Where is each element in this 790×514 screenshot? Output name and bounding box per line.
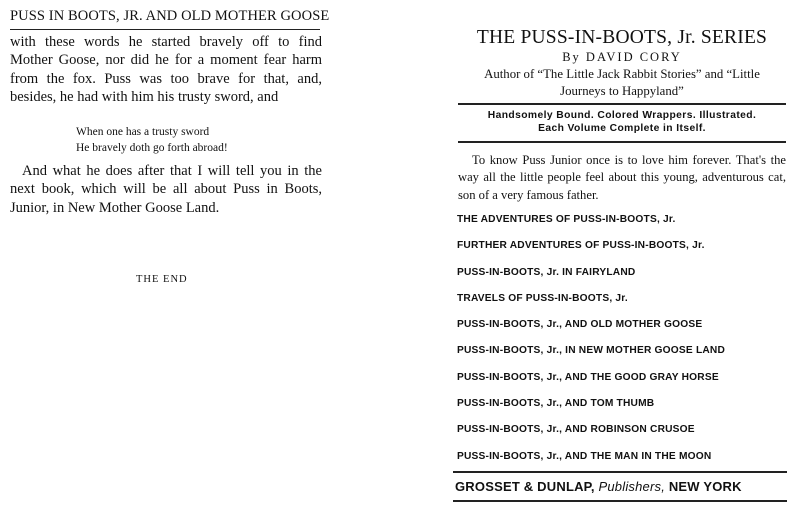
- title-list: [457, 214, 787, 477]
- author-credits: [459, 66, 785, 100]
- story-paragraph-2: And what he does after that I will tell you in the next book, which will be all about Puss in Boots, Junior, in New Mother Goose Land.: [10, 163, 322, 216]
- title-list-item: PUSS-IN-BOOTS, Jr., AND ROBINSON CRUSOE: [457, 424, 695, 436]
- author-credit-line-1: Author of “The Little Jack Rabbit Stories” and “Little: [484, 67, 760, 81]
- title-list-item: PUSS-IN-BOOTS, Jr., IN NEW MOTHER GOOSE LAND: [457, 345, 726, 357]
- binding-notice-line-1: Handsomely Bound. Colored Wrappers. Illustrated.: [487, 110, 757, 121]
- running-head: PUSS IN BOOTS, JR. AND OLD MOTHER GOOSE: [10, 8, 330, 24]
- publisher-role: Publishers,: [598, 479, 666, 494]
- story-paragraph-1: with these words he started bravely off to find Mother Goose, nor did he for a moment fear harm from the fox. Puss was too brave for that, and, besides, he had with him his trusty sword, and: [10, 34, 322, 105]
- publisher-line: [455, 479, 785, 494]
- title-list-item: FURTHER ADVENTURES OF PUSS-IN-BOOTS, Jr.: [457, 240, 705, 252]
- byline: By DAVID CORY: [562, 50, 682, 64]
- title-list-item: PUSS-IN-BOOTS, Jr., AND THE MAN IN THE MOON: [457, 450, 712, 462]
- title-list-item: THE ADVENTURES OF PUSS-IN-BOOTS, Jr.: [457, 214, 676, 225]
- divider-rule: [458, 103, 786, 105]
- title-list-item: PUSS-IN-BOOTS, Jr., AND TOM THUMB: [457, 398, 655, 410]
- title-list-item: PUSS-IN-BOOTS, Jr. IN FAIRYLAND: [457, 266, 636, 278]
- verse: [76, 125, 228, 156]
- series-title: THE PUSS-IN-BOOTS, Jr. SERIES: [476, 27, 768, 48]
- divider-rule: [458, 141, 786, 143]
- title-list-item: PUSS-IN-BOOTS, Jr., AND THE GOOD GRAY HORSE: [457, 371, 719, 383]
- publisher-name: GROSSET & DUNLAP,: [455, 479, 595, 494]
- verse-line-2: He bravely doth go forth abroad!: [76, 141, 228, 154]
- divider-rule: [453, 471, 787, 473]
- publisher-city: NEW YORK: [668, 479, 742, 494]
- verse-line-1: When one has a trusty sword: [76, 126, 210, 138]
- divider-rule: [453, 500, 787, 502]
- title-list-item: TRAVELS OF PUSS-IN-BOOTS, Jr.: [457, 292, 628, 304]
- running-head-rule: [10, 29, 320, 30]
- series-blurb: To know Puss Junior once is to love him forever. That's the way all the little people feel about this young, adventurous cat, son of a very famous father.: [458, 153, 786, 202]
- binding-notice: [459, 109, 785, 135]
- title-list-item: PUSS-IN-BOOTS, Jr., AND OLD MOTHER GOOSE: [457, 319, 703, 331]
- right-page: [440, 0, 790, 514]
- the-end-label: THE END: [136, 274, 188, 285]
- author-credit-line-2: Journeys to Happyland”: [560, 84, 684, 98]
- binding-notice-line-2: Each Volume Complete in Itself.: [538, 123, 706, 134]
